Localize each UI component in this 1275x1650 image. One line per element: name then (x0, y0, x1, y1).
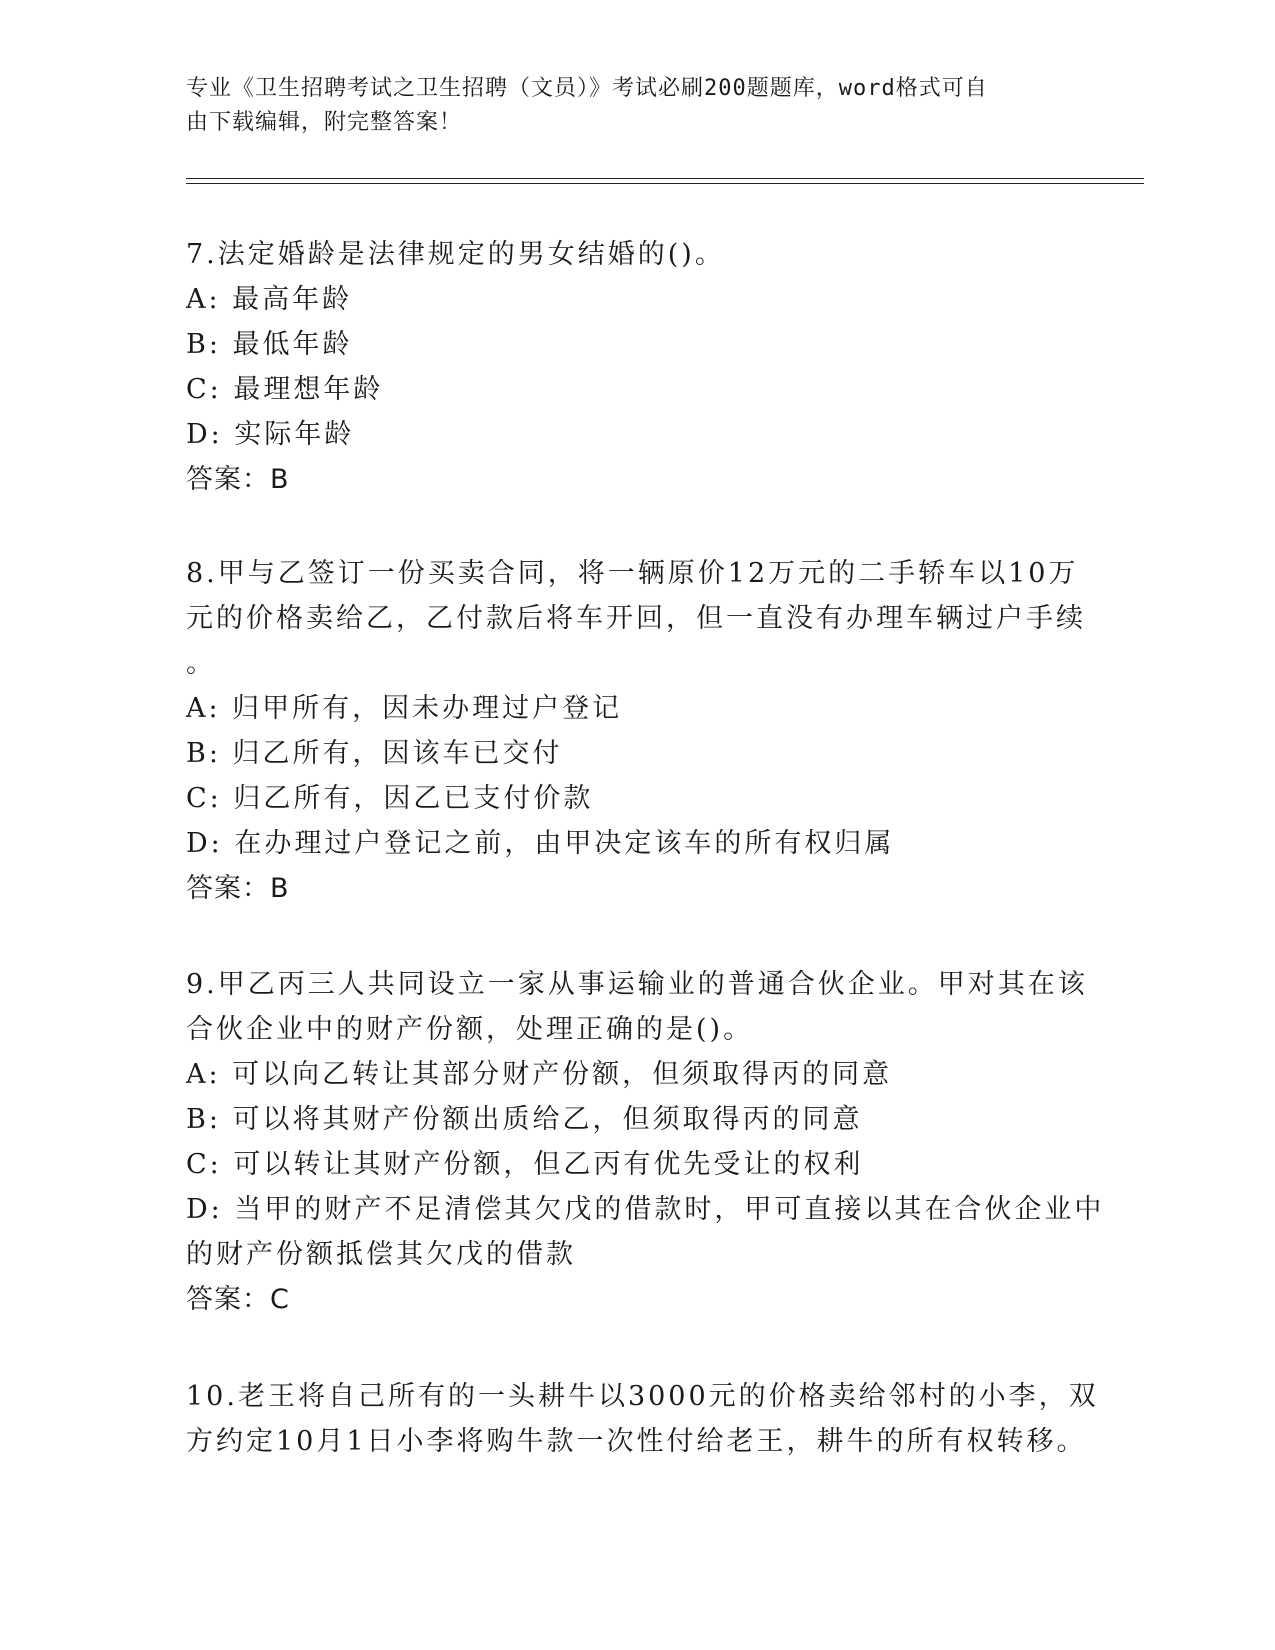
option-a: A: 归甲所有，因未办理过户登记 (186, 693, 623, 724)
answer: 答案：B (186, 873, 290, 904)
question-stem: 8.甲与乙签订一份买卖合同，将一辆原价12万元的二手轿车以10万 (186, 558, 1079, 589)
document-header (186, 72, 1066, 140)
question-stem: 7.法定婚龄是法律规定的男女结婚的()。 (186, 239, 725, 270)
question-7 (186, 232, 1066, 502)
option-a: A: 可以向乙转让其部分财产份额，但须取得丙的同意 (186, 1059, 893, 1090)
option-c: C: 最理想年龄 (186, 374, 384, 405)
option-d-continued: 的财产份额抵偿其欠戊的借款 (186, 1239, 576, 1270)
option-d: D: 当甲的财产不足清偿其欠戊的借款时，甲可直接以其在合伙企业中 (186, 1194, 1105, 1225)
header-line-1: 专业《卫生招聘考试之卫生招聘（文员）》考试必刷200题题库，word格式可自 (186, 76, 988, 101)
header-divider-top (186, 178, 1144, 179)
option-c: C: 归乙所有，因乙已支付价款 (186, 783, 594, 814)
question-stem: 9.甲乙丙三人共同设立一家从事运输业的普通合伙企业。甲对其在该 (186, 969, 1088, 1000)
option-b: B: 最低年龄 (186, 329, 353, 360)
question-stem: 合伙企业中的财产份额，处理正确的是()。 (186, 1014, 754, 1045)
question-stem: 方约定10月1日小李将购牛款一次性付给老王，耕牛的所有权转移。 (186, 1426, 1087, 1457)
question-10 (186, 1374, 1099, 1464)
question-stem: 。 (186, 648, 216, 679)
option-c: C: 可以转让其财产份额，但乙丙有优先受让的权利 (186, 1149, 864, 1180)
question-8 (186, 551, 1086, 911)
question-9 (186, 962, 1105, 1322)
question-stem: 10.老王将自己所有的一头耕牛以3000元的价格卖给邻村的小李，双 (186, 1381, 1099, 1412)
option-a: A: 最高年龄 (186, 284, 353, 315)
option-b: B: 归乙所有，因该车已交付 (186, 738, 563, 769)
option-d: D: 实际年龄 (186, 419, 355, 450)
option-b: B: 可以将其财产份额出质给乙，但须取得丙的同意 (186, 1104, 863, 1135)
answer: 答案：B (186, 464, 290, 495)
answer: 答案：C (186, 1284, 290, 1315)
header-divider-bottom (186, 183, 1144, 184)
header-line-2: 由下载编辑，附完整答案！ (186, 110, 463, 135)
question-stem: 元的价格卖给乙，乙付款后将车开回，但一直没有办理车辆过户手续 (186, 603, 1086, 634)
option-d: D: 在办理过户登记之前，由甲决定该车的所有权归属 (186, 828, 895, 859)
